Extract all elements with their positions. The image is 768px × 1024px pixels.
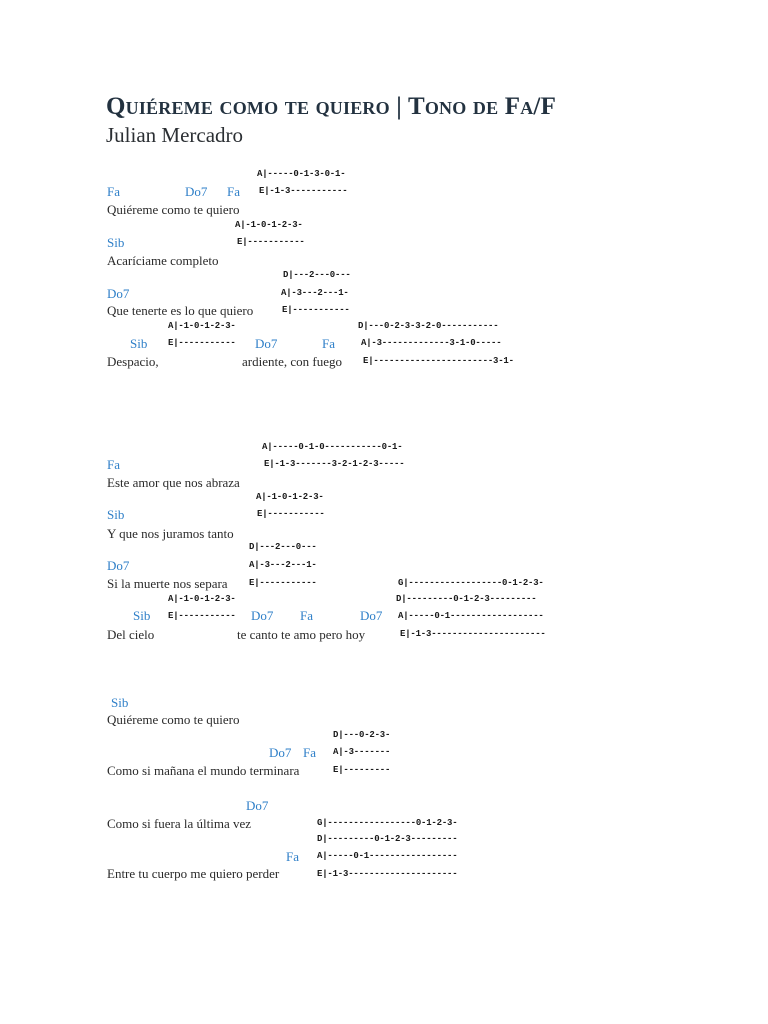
lyric-line: Quiéreme como te quiero	[107, 712, 240, 727]
chord-label: Do7	[251, 608, 274, 623]
tab-line: E|-1-3-----------	[259, 186, 348, 196]
chord-label: Do7	[255, 336, 278, 351]
tab-line: A|-----0-1------------------	[398, 611, 544, 621]
chord-label: Fa	[107, 184, 120, 199]
tab-line: G|------------------0-1-2-3-	[398, 578, 544, 588]
lyric-line: Despacio,	[107, 354, 159, 369]
tab-line: A|-1-0-1-2-3-	[168, 594, 236, 604]
chord-label: Fa	[303, 745, 316, 760]
tab-line: A|-1-0-1-2-3-	[256, 492, 324, 502]
tab-line: G|-----------------0-1-2-3-	[317, 818, 458, 828]
chord-label: Sib	[133, 608, 151, 623]
tab-line: E|-----------	[282, 305, 350, 315]
chord-label: Sib	[130, 336, 148, 351]
lyric-line: Si la muerte nos separa	[107, 576, 228, 591]
chord-label: Do7	[107, 558, 130, 573]
tab-line: A|-3---2---1-	[249, 560, 317, 570]
tab-line: E|-----------	[168, 611, 236, 621]
tab-line: E|-1-3-------3-2-1-2-3-----	[264, 459, 405, 469]
lyric-line: Este amor que nos abraza	[107, 475, 240, 490]
chord-label: Do7	[269, 745, 292, 760]
lyric-line: ardiente, con fuego	[242, 354, 342, 369]
lyric-line: Y que nos juramos tanto	[107, 526, 234, 541]
chord-label: Do7	[107, 286, 130, 301]
chord-label: Sib	[107, 507, 125, 522]
song-title: Quiéreme como te quiero | Tono de Fa/F	[106, 93, 557, 120]
tab-line: D|---0-2-3-	[333, 730, 391, 740]
lyric-line: Como si fuera la última vez	[107, 816, 252, 831]
tab-line: E|-----------------------3-1-	[363, 356, 514, 366]
tab-line: E|-----------	[168, 338, 236, 348]
lyric-line: Acaríciame completo	[107, 253, 219, 268]
chord-label: Fa	[286, 849, 299, 864]
chord-label: Sib	[111, 695, 129, 710]
lyric-line: Del cielo	[107, 627, 155, 642]
tab-line: A|-1-0-1-2-3-	[235, 220, 303, 230]
tab-line: E|---------	[333, 765, 391, 775]
tab-line: A|-----0-1-3-0-1-	[257, 169, 346, 179]
tab-line: D|---2---0---	[283, 270, 351, 280]
chord-label: Sib	[107, 235, 125, 250]
lyric-line: Como si mañana el mundo terminara	[107, 763, 300, 778]
artist-name: Julian Mercadro	[106, 123, 244, 147]
chord-label: Fa	[107, 457, 120, 472]
chord-label: Do7	[246, 798, 269, 813]
tab-line: D|---------0-1-2-3---------	[396, 594, 537, 604]
chord-label: Fa	[227, 184, 240, 199]
lyric-line: te canto te amo pero hoy	[237, 627, 366, 642]
tab-line: E|-----------	[249, 578, 317, 588]
chord-label: Fa	[300, 608, 313, 623]
tab-line: D|---0-2-3-3-2-0-----------	[358, 321, 499, 331]
chord-label: Do7	[185, 184, 208, 199]
tab-line: D|---------0-1-2-3---------	[317, 834, 458, 844]
tab-line: D|---2---0---	[249, 542, 317, 552]
tab-line: A|-3---2---1-	[281, 288, 349, 298]
tab-line: A|-----0-1-0-----------0-1-	[262, 442, 403, 452]
chord-label: Fa	[322, 336, 335, 351]
chord-label: Do7	[360, 608, 383, 623]
tab-line: A|-----0-1-----------------	[317, 851, 458, 861]
tab-line: A|-3-------	[333, 747, 391, 757]
tab-line: E|-1-3----------------------	[400, 629, 546, 639]
lyric-line: Quiéreme como te quiero	[107, 202, 240, 217]
tab-line: A|-1-0-1-2-3-	[168, 321, 236, 331]
tab-line: E|-----------	[237, 237, 305, 247]
tab-line: E|-----------	[257, 509, 325, 519]
lyric-line: Entre tu cuerpo me quiero perder	[107, 866, 280, 881]
tab-line: E|-1-3---------------------	[317, 869, 458, 879]
lyric-line: Que tenerte es lo que quiero	[107, 303, 254, 318]
tab-line: A|-3-------------3-1-0-----	[361, 338, 502, 348]
